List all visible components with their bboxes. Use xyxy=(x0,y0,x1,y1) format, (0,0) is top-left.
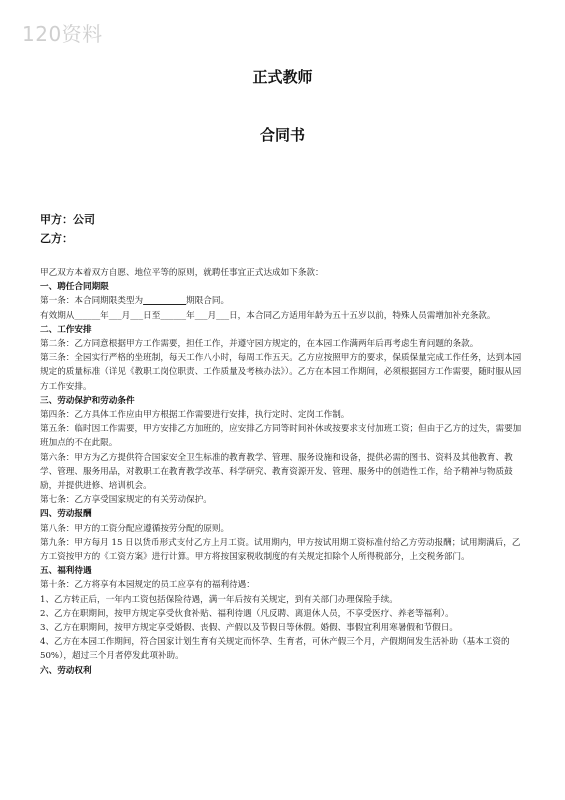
contract-type-blank: __________ xyxy=(143,296,187,307)
welfare-item: 4、乙方在本园工作期间，符合国家计划生育有关规定而怀孕、生育者，可休产假三个月，产假期间发生活补助（基本工资的 50%），超过三个月者停发此项补助。 xyxy=(40,637,510,662)
clause-2: 第二条：乙方同意根据甲方工作需要，担任工作，并遵守园方规定的，在本园工作满两年后再考虑生育问题的条款。 xyxy=(40,339,479,350)
section-heading: 二、工作安排 xyxy=(40,324,92,335)
document-title: 正式教师 xyxy=(252,68,313,86)
section-heading: 六、劳动权利 xyxy=(40,665,92,676)
clause-1-text-b: 期限合同。 xyxy=(186,296,230,307)
welfare-item: 2、乙方在职期间，按甲方规定享受伙食补贴、福利待遇（凡反聘、离退休人员，不享受医疗、养老等福利）。 xyxy=(40,608,454,619)
section-heading: 一、聘任合同期限 xyxy=(40,282,109,293)
clause-7: 第七条：乙方享受国家规定的有关劳动保护。 xyxy=(40,495,212,506)
document-subtitle: 合同书 xyxy=(259,126,305,144)
clause-10: 第十条：乙方将享有本园规定的员工应享有的福利待遇： xyxy=(40,580,255,591)
watermark: 120资料 xyxy=(22,22,103,46)
clause-4: 第四条：乙方具体工作应由甲方根据工作需要进行安排，执行定时、定岗工作制。 xyxy=(40,410,350,421)
clause-9: 第九条：甲方每月 15 日以货币形式支付乙方上月工资。试用期内，甲方按试用期工资标准付给乙方劳动报酬；试用期满后，乙方工资按甲方的《工资方案》进行计算。甲方将按国家税收制度的有关规定扣除个人所得税部分，上交税务部门。 xyxy=(40,537,521,563)
section-heading: 五、福利待遇 xyxy=(40,566,92,577)
welfare-item: 3、乙方在职期间，按甲方规定享受婚假、丧假、产假以及节假日等休假。婚假、事假宜利用寒暑假和节假日。 xyxy=(40,623,458,634)
clause-3: 第三条：全园实行严格的坐班制，每天工作八小时，每周工作五天。乙方应按照甲方的要求，保质保量完成工作任务，达到本园规定的质量标准（详见《教职工岗位职责、工作质量及考核办法》）。乙方在本园工作期间，必须根据园方工作需要，随时服从园方工作安排。 xyxy=(40,353,522,392)
contract-body xyxy=(40,266,528,678)
clause-6: 第六条：甲方为乙方提供符合国家安全卫生标准的教育教学、管理、服务设施和设备，提供必需的图书、资料及其他教育、教学、管理、服务用品，对教职工在教育教学改革、科学研究、教育资源开发、管理、服务中的创造性工作，给予精神与物质鼓励，并提供进修、培训机会。 xyxy=(40,452,513,492)
clause-1-text-a: 第一条：本合同期限类型为 xyxy=(40,296,144,307)
section-heading: 四、劳动报酬 xyxy=(40,509,92,520)
party-a-line: 甲方：公司 xyxy=(40,213,95,226)
clause-5: 第五条：临时因工作需要，甲方安排乙方加班的，应安排乙方同等时间补休或按要求支付加班工资；但由于乙方的过失，需要加班加点的不在此限。 xyxy=(40,424,522,449)
clause-1 xyxy=(40,294,528,308)
section-heading: 三、劳动保护和劳动条件 xyxy=(40,395,135,406)
welfare-item: 1、乙方转正后，一年内工资包括保险待遇，满一年后按有关规定，到有关部门办理保险手续。 xyxy=(40,594,398,605)
clause-8: 第八条：甲方的工资分配应遵循按劳分配的原则。 xyxy=(40,523,230,534)
validity-period-line: 有效期从______年___月___日至______年___月___日，本合同乙方适用年龄为五十五岁以前，特殊人员需增加补充条款。 xyxy=(40,310,496,321)
intro-paragraph: 甲乙双方本着双方自愿、地位平等的原则，就聘任事宜正式达成如下条款： xyxy=(40,268,324,278)
party-b-line: 乙方： xyxy=(40,232,73,245)
